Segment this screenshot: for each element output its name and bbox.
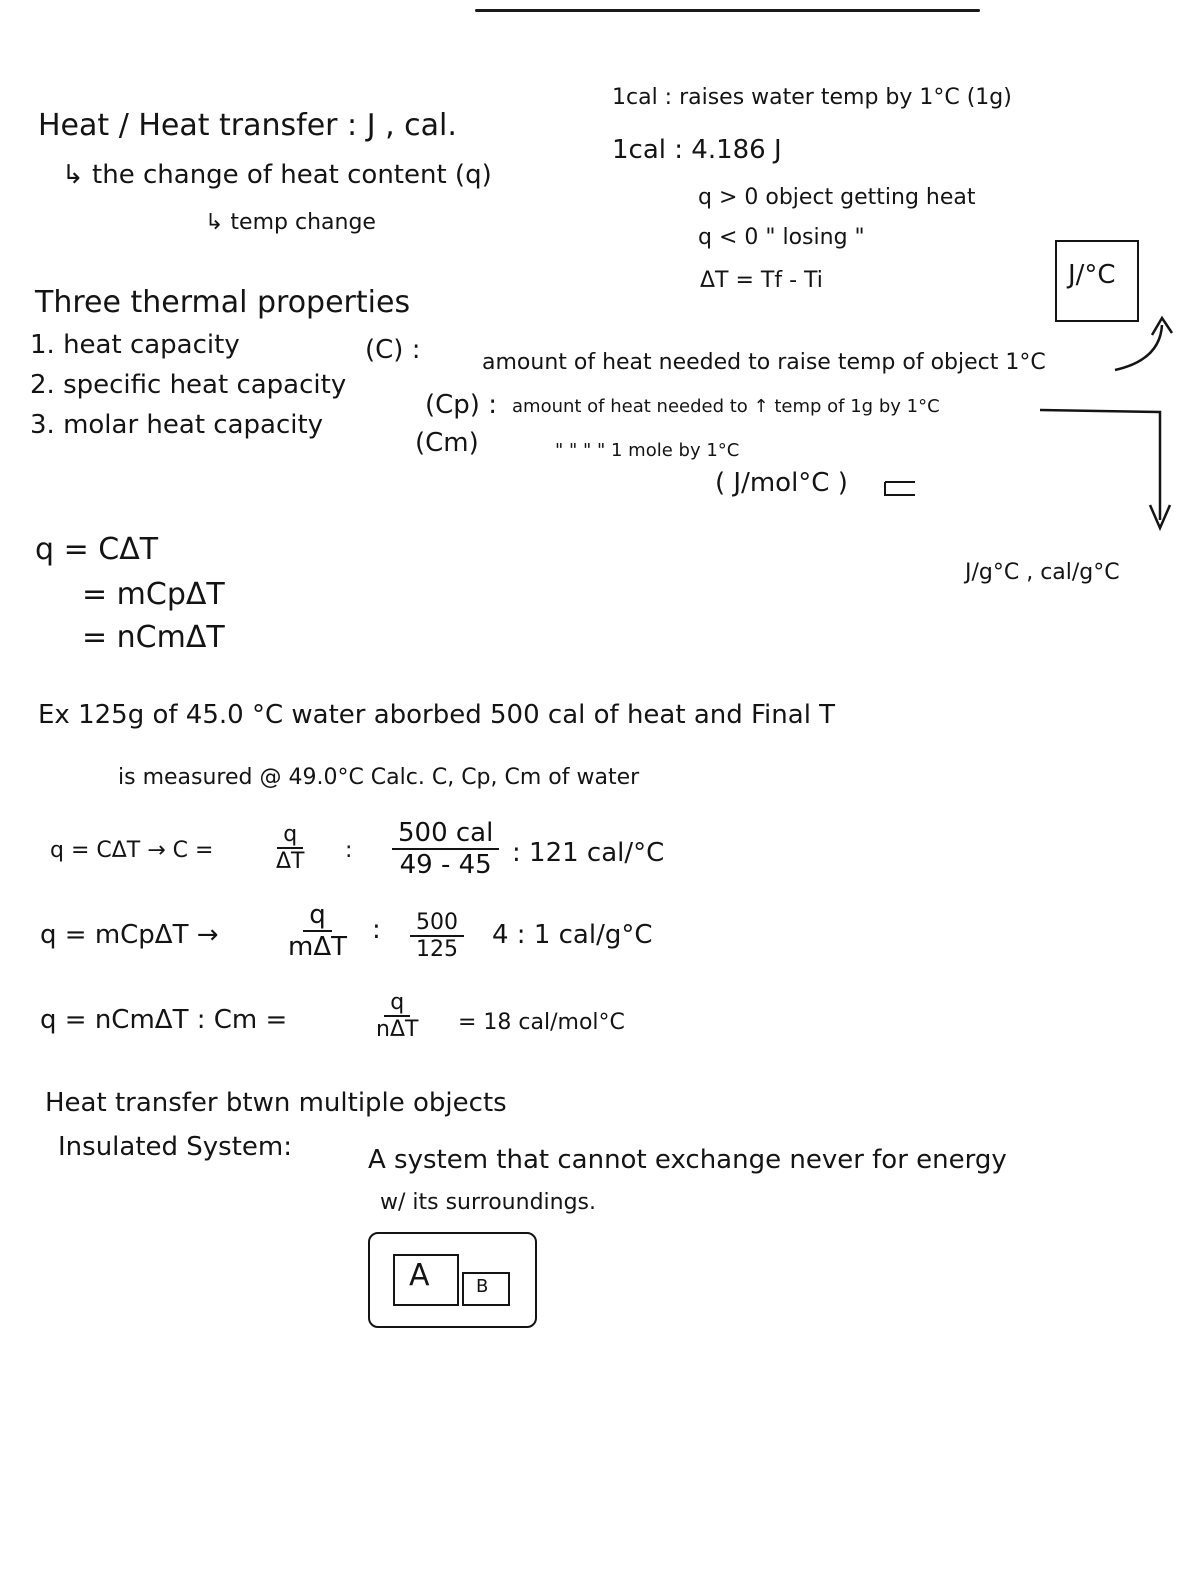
calc-row-1-fraction-denominator: ΔT	[276, 849, 305, 874]
q-negative-note: q < 0 " losing "	[698, 225, 865, 250]
molar-unit: ( J/mol°C )	[715, 468, 848, 498]
transfer-heading: Heat transfer btwn multiple objects	[45, 1088, 507, 1118]
calc-row-2-fraction-numerator: q	[303, 900, 332, 932]
calc-row-1-lhs: q = CΔT → C =	[50, 838, 214, 863]
equation-heat-capacity: q = CΔT	[35, 532, 159, 567]
calc-row-1-values	[392, 818, 499, 880]
calc-row-1-equals: :	[345, 838, 353, 863]
property-3-label: 3. molar heat capacity	[30, 410, 324, 440]
calc-row-1-fraction-numerator: q	[277, 822, 303, 849]
calc-row-2-fraction	[282, 900, 353, 962]
calc-row-3-fraction	[370, 990, 424, 1042]
q-positive-note: q > 0 object getting heat	[698, 185, 976, 210]
calorie-joule-conversion: 1cal : 4.186 J	[612, 135, 782, 165]
calc-row-1-value-numerator: 500 cal	[392, 818, 499, 850]
property-2-symbol: (Cp) :	[425, 390, 497, 420]
calc-row-1-fraction	[270, 822, 311, 874]
calc-row-2-fraction-denominator: mΔT	[288, 932, 347, 962]
definition-line: ↳ the change of heat content (q)	[62, 160, 492, 190]
page-title: Heat / Heat transfer : J , cal.	[38, 108, 457, 143]
property-1-symbol: (C) :	[365, 335, 421, 365]
calc-row-2-lhs: q = mCpΔT →	[40, 920, 219, 950]
boxed-unit-label: J/°C	[1068, 260, 1116, 290]
specific-heat-units: J/g°C , cal/g°C	[965, 560, 1120, 585]
calc-row-3-fraction-numerator: q	[384, 990, 410, 1017]
calc-row-3-fraction-denominator: nΔT	[376, 1017, 419, 1042]
delta-t-definition: ΔT = Tf - Ti	[700, 268, 823, 293]
calc-row-2-equals: :	[372, 915, 381, 945]
property-3-description: " " " " 1 mole by 1°C	[555, 440, 740, 461]
property-2-label: 2. specific heat capacity	[30, 370, 347, 400]
equation-molar-heat: = nCmΔT	[82, 620, 225, 655]
object-a-label: A	[409, 1258, 430, 1293]
example-line-1: Ex 125g of 45.0 °C water aborbed 500 cal of heat and Final T	[38, 700, 836, 730]
property-3-symbol: (Cm)	[415, 428, 479, 458]
calc-row-1-result: : 121 cal/°C	[512, 838, 665, 868]
definition-subline: ↳ temp change	[205, 210, 376, 235]
object-b-label: B	[476, 1276, 489, 1297]
calc-row-3-lhs: q = nCmΔT : Cm =	[40, 1005, 288, 1035]
property-1-description: amount of heat needed to raise temp of object 1°C	[482, 350, 1046, 375]
properties-heading: Three thermal properties	[35, 285, 411, 320]
calc-row-2-result: 4 : 1 cal/g°C	[492, 920, 653, 950]
calc-row-3-result: = 18 cal/mol°C	[458, 1010, 625, 1035]
calc-row-2-values	[410, 910, 464, 962]
calorie-definition: 1cal : raises water temp by 1°C (1g)	[612, 85, 1012, 110]
equation-specific-heat: = mCpΔT	[82, 577, 225, 612]
calc-row-2-value-numerator: 500	[410, 910, 464, 937]
calc-row-2-value-denominator: 125	[416, 937, 458, 962]
insulated-system-definition-1: A system that cannot exchange never for energy	[368, 1145, 1007, 1175]
calc-row-1-value-denominator: 49 - 45	[399, 850, 492, 880]
property-1-label: 1. heat capacity	[30, 330, 240, 360]
property-2-description: amount of heat needed to ↑ temp of 1g by 1°C	[512, 396, 940, 417]
insulated-system-term: Insulated System:	[58, 1132, 292, 1162]
insulated-system-definition-2: w/ its surroundings.	[380, 1190, 597, 1215]
example-line-2: is measured @ 49.0°C Calc. C, Cp, Cm of water	[118, 765, 640, 790]
